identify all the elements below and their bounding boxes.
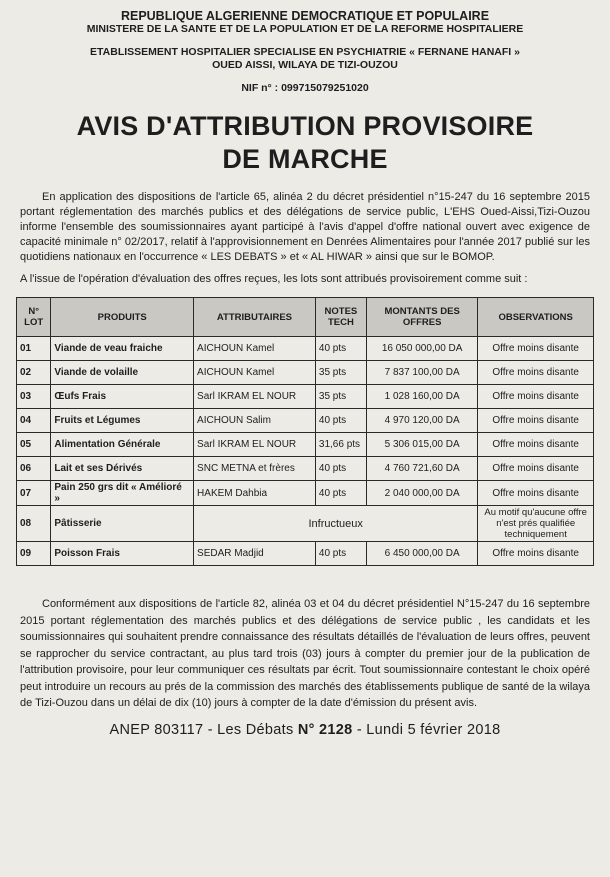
cell-montant: 5 306 015,00 DA <box>366 433 477 457</box>
cell-obs: Offre moins disante <box>478 337 594 361</box>
cell-montant: 7 837 100,00 DA <box>366 361 477 385</box>
location-header: OUED AISSI, WILAYA DE TIZI-OUZOU <box>212 59 398 71</box>
cell-attributaire: AICHOUN Kamel <box>194 361 316 385</box>
cell-infructueux: Infructueux <box>194 506 478 542</box>
cell-notes: 40 pts <box>315 409 366 433</box>
cell-produit: Alimentation Générale <box>51 433 194 457</box>
cell-attributaire: AICHOUN Salim <box>194 409 316 433</box>
cell-lot: 09 <box>17 542 51 566</box>
cell-attributaire: HAKEM Dahbia <box>194 481 316 506</box>
closing-paragraph <box>16 596 594 712</box>
header-montants: MONTANTS DES OFFRES <box>366 298 477 337</box>
table-row <box>17 433 594 457</box>
cell-obs: Offre moins disante <box>478 409 594 433</box>
header-notes: NOTES TECH <box>315 298 366 337</box>
cell-produit: Lait et ses Dérivés <box>51 457 194 481</box>
cell-produit: Pâtisserie <box>51 506 194 542</box>
header-attributaires: ATTRIBUTAIRES <box>194 298 316 337</box>
footer-date: - Lundi 5 février 2018 <box>356 721 501 738</box>
cell-produit: Poisson Frais <box>51 542 194 566</box>
cell-notes: 31,66 pts <box>315 433 366 457</box>
cell-produit: Viande de veau fraiche <box>51 337 194 361</box>
footer-issue: N° 2128 <box>297 721 353 738</box>
cell-obs: Offre moins disante <box>478 481 594 506</box>
cell-attributaire: AICHOUN Kamel <box>194 337 316 361</box>
header-lot: N° LOT <box>17 298 51 337</box>
cell-produit: Viande de volaille <box>51 361 194 385</box>
cell-obs: Au motif qu'aucune offre n'est prés qualifiée techniquement <box>478 506 594 542</box>
notice-title-line2: DE MARCHE <box>222 144 388 174</box>
header-produits: PRODUITS <box>51 298 194 337</box>
cell-lot: 05 <box>17 433 51 457</box>
cell-notes: 35 pts <box>315 361 366 385</box>
nif-number: NIF n° : 099715079251020 <box>241 82 369 94</box>
cell-lot: 04 <box>17 409 51 433</box>
cell-attributaire: SNC METNA et frères <box>194 457 316 481</box>
cell-montant: 1 028 160,00 DA <box>366 385 477 409</box>
lots-table <box>16 297 594 566</box>
cell-lot: 06 <box>17 457 51 481</box>
table-row-unsuccessful <box>17 506 594 542</box>
cell-montant: 2 040 000,00 DA <box>366 481 477 506</box>
cell-notes: 40 pts <box>315 457 366 481</box>
cell-lot: 08 <box>17 506 51 542</box>
cell-montant: 6 450 000,00 DA <box>366 542 477 566</box>
cell-obs: Offre moins disante <box>478 385 594 409</box>
table-row <box>17 457 594 481</box>
table-row <box>17 542 594 566</box>
cell-obs: Offre moins disante <box>478 433 594 457</box>
cell-obs: Offre moins disante <box>478 457 594 481</box>
cell-attributaire: SEDAR Madjid <box>194 542 316 566</box>
footer-line <box>16 722 594 738</box>
cell-attributaire: Sarl IKRAM EL NOUR <box>194 433 316 457</box>
cell-notes: 40 pts <box>315 337 366 361</box>
cell-montant: 4 970 120,00 DA <box>366 409 477 433</box>
cell-produit: Œufs Frais <box>51 385 194 409</box>
table-row <box>17 409 594 433</box>
table-row <box>17 361 594 385</box>
footer-source: ANEP 803117 - Les Débats <box>109 721 294 738</box>
ministry-header: MINISTERE DE LA SANTE ET DE LA POPULATION ET DE LA REFORME HOSPITALIERE <box>86 23 524 35</box>
table-row <box>17 481 594 506</box>
cell-notes: 40 pts <box>315 481 366 506</box>
cell-notes: 35 pts <box>315 385 366 409</box>
cell-notes: 40 pts <box>315 542 366 566</box>
cell-produit: Pain 250 grs dit « Amélioré » <box>51 481 194 506</box>
cell-lot: 07 <box>17 481 51 506</box>
cell-lot: 03 <box>17 385 51 409</box>
table-header-row <box>17 298 594 337</box>
cell-obs: Offre moins disante <box>478 542 594 566</box>
cell-lot: 02 <box>17 361 51 385</box>
republic-header: REPUBLIQUE ALGERIENNE DEMOCRATIQUE ET POPULAIRE <box>120 9 490 23</box>
notice-title-line1: AVIS D'ATTRIBUTION PROVISOIRE <box>76 111 534 141</box>
intro-text: En application des dispositions de l'article 65, alinéa 2 du décret présidentiel n°15-247 du 16 septembre 2015 portant réglementation des marchés publics et des délégations de service public, L'EHS Oued-Aissi,Tizi-Ouzou informe l'ensemble des soumissionnaires ayant participé à l'avis d'appel d'offre national ouvert avec exigence de capacité minimale n° 02/2017, relatif à l'approvisionnement en Denrées Alimentaires pour l'année 2017 publié sur les quotidiens nationaux en l'occurrence « LES DEBATS » et « AL HIWAR » ainsi que sur le BOMOP. <box>20 191 590 263</box>
cell-produit: Fruits et Légumes <box>51 409 194 433</box>
cell-montant: 4 760 721,60 DA <box>366 457 477 481</box>
cell-montant: 16 050 000,00 DA <box>366 337 477 361</box>
cell-obs: Offre moins disante <box>478 361 594 385</box>
notice-title <box>16 110 594 176</box>
closing-text: Conformément aux dispositions de l'article 82, alinéa 03 et 04 du décret présidentiel N°15-247 du 16 septembre 2015 portant réglementation des marchés publics et des délégations de service public , les candidats et les soumissionnaires qui souhaitent prendre connaissance des résultats détaillés de l'évaluation de leurs offres, peuvent se rapprocher du service contractant, au plus tard trois (03) jours à compter du premier jour de la publication de l'attribution provisoire, pour leur communiquer ces résultats par écrit. Tout soumissionnaire contestant le choix opéré peut introduire un recours au prés de la commission des marchés des établissements publique de santé de la wilaya de Tizi-Ouzou dans un délai de dix (10) jours à compter de la date d'émission du présent avis. <box>20 598 590 709</box>
establishment-header: ETABLISSEMENT HOSPITALIER SPECIALISE EN PSYCHIATRIE « FERNANE HANAFI » <box>90 46 520 58</box>
intro-paragraph <box>16 190 594 265</box>
table-row <box>17 385 594 409</box>
header-observations: OBSERVATIONS <box>478 298 594 337</box>
cell-lot: 01 <box>17 337 51 361</box>
lead-sentence: A l'issue de l'opération d'évaluation des offres reçues, les lots sont attribués provisoirement comme suit : <box>20 273 528 285</box>
table-row <box>17 337 594 361</box>
cell-attributaire: Sarl IKRAM EL NOUR <box>194 385 316 409</box>
